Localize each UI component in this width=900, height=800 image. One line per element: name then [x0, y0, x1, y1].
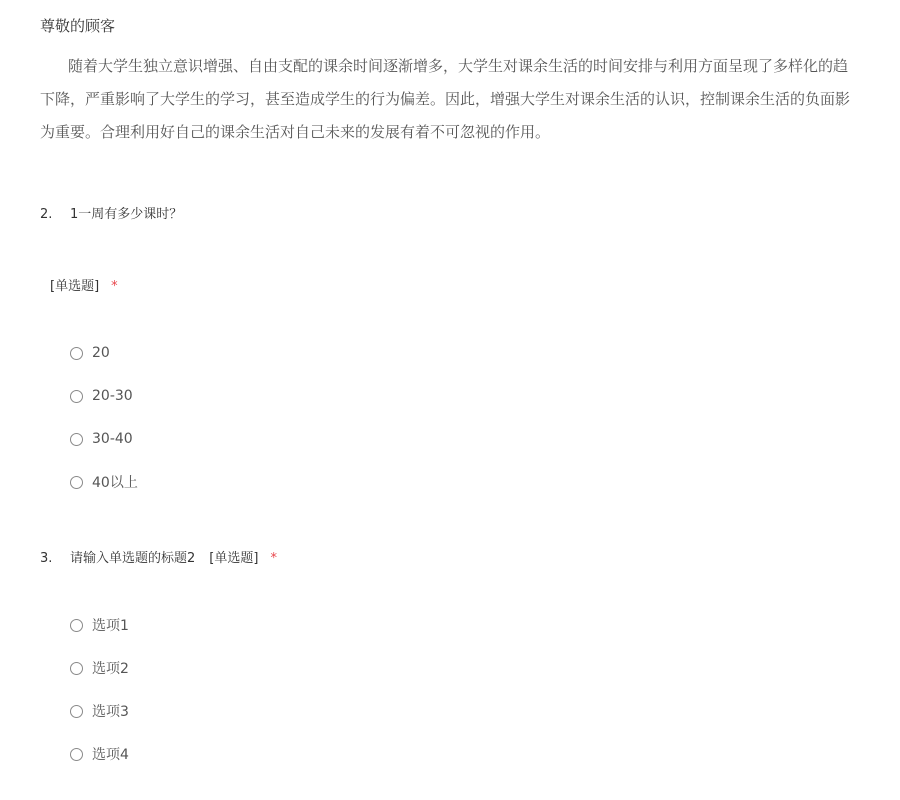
- radio-button-icon[interactable]: [70, 433, 83, 446]
- question-number: 3.: [40, 551, 53, 566]
- intro-line: 下降，严重影响了大学生的学习，甚至造成学生的行为偏差。因此，增强大学生对课余生活的认识，控制课余生活的负面影: [40, 90, 851, 108]
- radio-button-icon[interactable]: [70, 748, 83, 761]
- option-label: 30-40: [92, 431, 133, 447]
- radio-button-icon[interactable]: [70, 347, 83, 360]
- question-title: 请输入单选题的标题2: [70, 551, 196, 566]
- option-label: 选项2: [92, 661, 129, 677]
- radio-button-icon[interactable]: [70, 390, 83, 403]
- required-marker: *: [270, 551, 277, 566]
- question-number: 2.: [40, 207, 53, 222]
- question-3-option-3[interactable]: [70, 702, 129, 720]
- question-title: 1一周有多少课时？: [70, 207, 183, 222]
- intro-line: 随着大学生独立意识增强、自由支配的课余时间逐渐增多，大学生对课余生活的时间安排与利用方面呈现了多样化的趋: [68, 57, 849, 75]
- intro-paragraph: [40, 50, 900, 149]
- option-label: 20: [92, 345, 110, 361]
- radio-button-icon[interactable]: [70, 476, 83, 489]
- option-label: 选项1: [92, 618, 129, 634]
- option-label: 选项3: [92, 704, 129, 720]
- question-2-option-1[interactable]: [70, 344, 110, 362]
- radio-button-icon[interactable]: [70, 662, 83, 675]
- question-2-option-2[interactable]: [70, 387, 133, 405]
- option-label: 选项4: [92, 747, 129, 763]
- radio-button-icon[interactable]: [70, 705, 83, 718]
- option-label: 20-30: [92, 388, 133, 404]
- question-3-option-4[interactable]: [70, 745, 129, 763]
- intro-line: 为重要。合理利用好自己的课余生活对自己未来的发展有着不可忽视的作用。: [40, 123, 551, 141]
- question-2-title-row: [40, 203, 182, 222]
- question-type-label: [单选题]: [209, 551, 259, 566]
- option-label: 40以上: [92, 475, 138, 491]
- question-type-label: [单选题]: [50, 279, 100, 294]
- question-2-option-3[interactable]: [70, 430, 133, 448]
- greeting-heading: 尊敬的顾客: [40, 17, 116, 35]
- required-marker: *: [111, 279, 118, 294]
- question-2-option-4[interactable]: [70, 473, 138, 491]
- question-3-title-row: [40, 547, 277, 566]
- radio-button-icon[interactable]: [70, 619, 83, 632]
- question-3-option-1[interactable]: [70, 616, 129, 634]
- question-3-option-2[interactable]: [70, 659, 129, 677]
- question-2-type-row: [50, 275, 118, 294]
